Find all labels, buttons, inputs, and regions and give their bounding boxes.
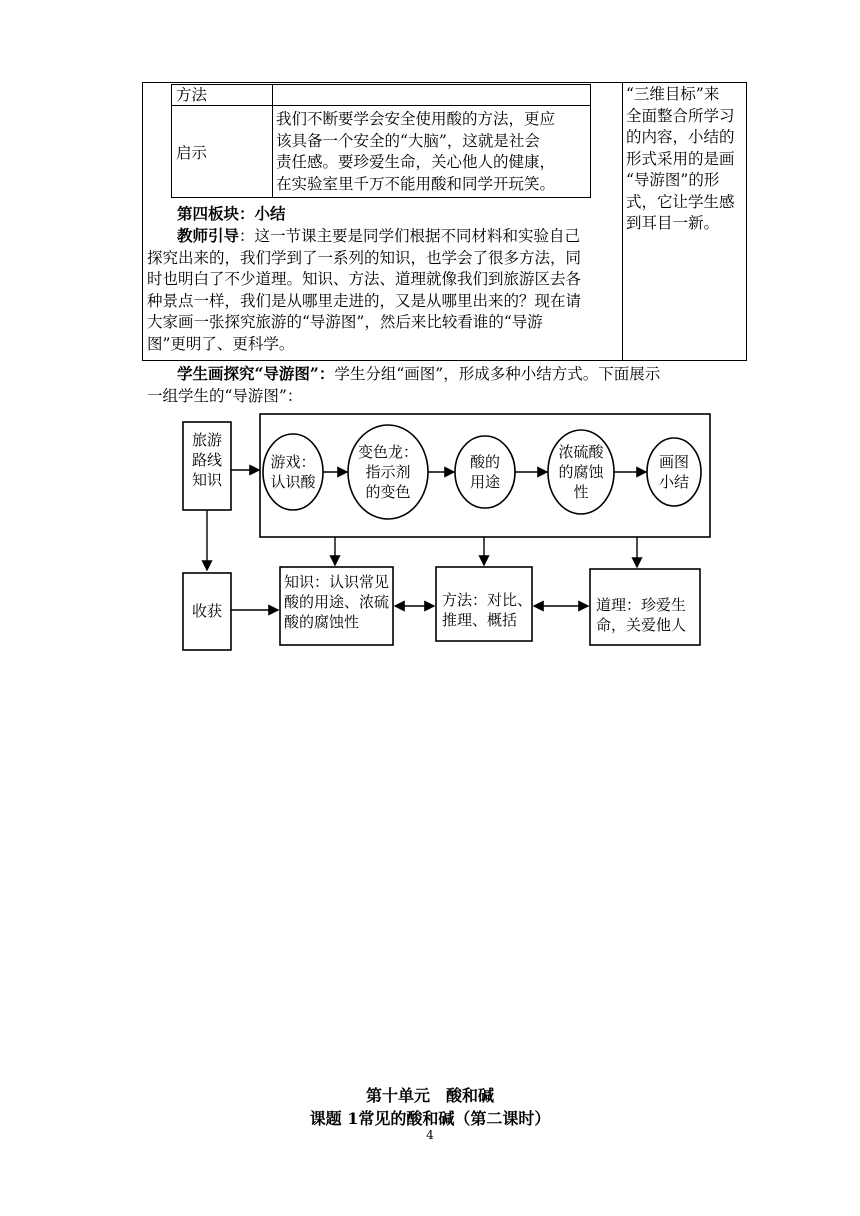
teacher-line: 大家画一张探究旅游的“导游图”，然后来比较看谁的“导游 [147, 313, 543, 331]
lesson-title: 课题 1常见的酸和碱（第二课时） [309, 1109, 551, 1128]
teacher-line: ：这一节课主要是同学们根据不同材料和实验自己 [239, 227, 581, 245]
insight-line: 该具备一个安全的“大脑”，这就是社会 [276, 131, 540, 150]
summary-ellipse-text [650, 452, 698, 492]
principle-box-text [590, 595, 700, 635]
insight-text [276, 109, 592, 195]
ellipse-line: 指示剂 [365, 463, 411, 481]
inner-col-divider [272, 84, 273, 198]
principle-line: 命，关爱他人 [596, 616, 687, 634]
knowledge-box-text [280, 572, 393, 632]
corrosive-ellipse-text [549, 442, 613, 502]
ellipse-line: 酸的 [469, 453, 500, 471]
student-paragraph [147, 363, 752, 407]
side-note-line: 式，它让学生感 [626, 192, 735, 211]
teacher-line: 图”更明了、更科学。 [147, 334, 295, 353]
method-line: 方法：对比、 [442, 591, 533, 609]
ellipse-line: 的腐蚀 [558, 463, 604, 481]
section-heading: 第四板块：小结 [177, 204, 286, 223]
ellipse-line: 用途 [469, 473, 500, 491]
insight-line: 我们不断要学会安全使用酸的方法，更应 [276, 110, 556, 128]
side-note-line: 全面整合所学习 [626, 106, 735, 125]
route-line: 旅游 [191, 431, 222, 449]
student-line: 学生分组“画图”，形成多种小结方式。下面展示 [334, 365, 661, 383]
method-line: 推理、概括 [442, 611, 518, 629]
knowledge-line: 知识：认识常见 [284, 573, 390, 591]
page-number: 4 [426, 1128, 434, 1142]
side-note-line: 形式采用的是画 [626, 149, 735, 168]
ellipse-line: 浓硫酸 [558, 443, 604, 461]
ellipse-line: 性 [573, 483, 589, 501]
teacher-line: 种景点一样，我们是从哪里走进的，又是从哪里出来的？现在请 [147, 291, 582, 310]
route-line: 路线 [191, 451, 222, 469]
teacher-guidance [147, 225, 621, 355]
principle-line: 道理：珍爱生 [596, 596, 687, 614]
student-label: 学生画探究“导游图”： [177, 364, 335, 383]
insight-label: 启示 [176, 144, 208, 162]
side-note-line: “导游图”的形 [626, 171, 720, 189]
route-line: 知识 [191, 471, 222, 489]
inner-row-divider [171, 105, 591, 106]
knowledge-line: 酸的腐蚀性 [284, 613, 360, 631]
method-label: 方法 [176, 86, 208, 104]
gain-box-text: 收获 [191, 602, 222, 620]
ellipse-line: 游戏： [270, 453, 316, 471]
method-box-text [436, 590, 532, 630]
ellipse-line: 的变色 [365, 483, 411, 501]
side-note-line: 到耳目一新。 [626, 214, 720, 232]
ellipse-line: 小结 [658, 473, 689, 491]
ellipse-line: 变色龙： [357, 443, 418, 461]
game-ellipse-text [263, 452, 323, 492]
side-note-line: 的内容，小结的 [626, 128, 735, 146]
table-divider [622, 82, 623, 361]
ellipse-line: 认识酸 [270, 473, 316, 491]
knowledge-line: 酸的用途、浓硫 [284, 593, 390, 611]
insight-line: 责任感。要珍爱生命，关心他人的健康， [276, 153, 556, 171]
side-note-line: “三维目标”来 [626, 85, 720, 103]
teacher-line: 时也明白了不少道理。知识、方法、道理就像我们到旅游区去各 [147, 270, 582, 288]
route-box-text [183, 430, 231, 490]
student-line: 一组学生的“导游图”： [147, 386, 303, 405]
insight-line: 在实验室里千万不能用酸和同学开玩笑。 [276, 174, 556, 193]
side-note [626, 84, 746, 235]
acid-use-ellipse-text [455, 452, 515, 492]
teacher-line: 探究出来的，我们学到了一系列的知识，也学会了很多方法，同 [147, 248, 582, 267]
chameleon-ellipse-text [348, 442, 428, 502]
unit-title: 第十单元 酸和碱 [365, 1086, 494, 1105]
teacher-label: 教师引导 [177, 226, 240, 245]
ellipse-line: 画图 [658, 453, 689, 471]
